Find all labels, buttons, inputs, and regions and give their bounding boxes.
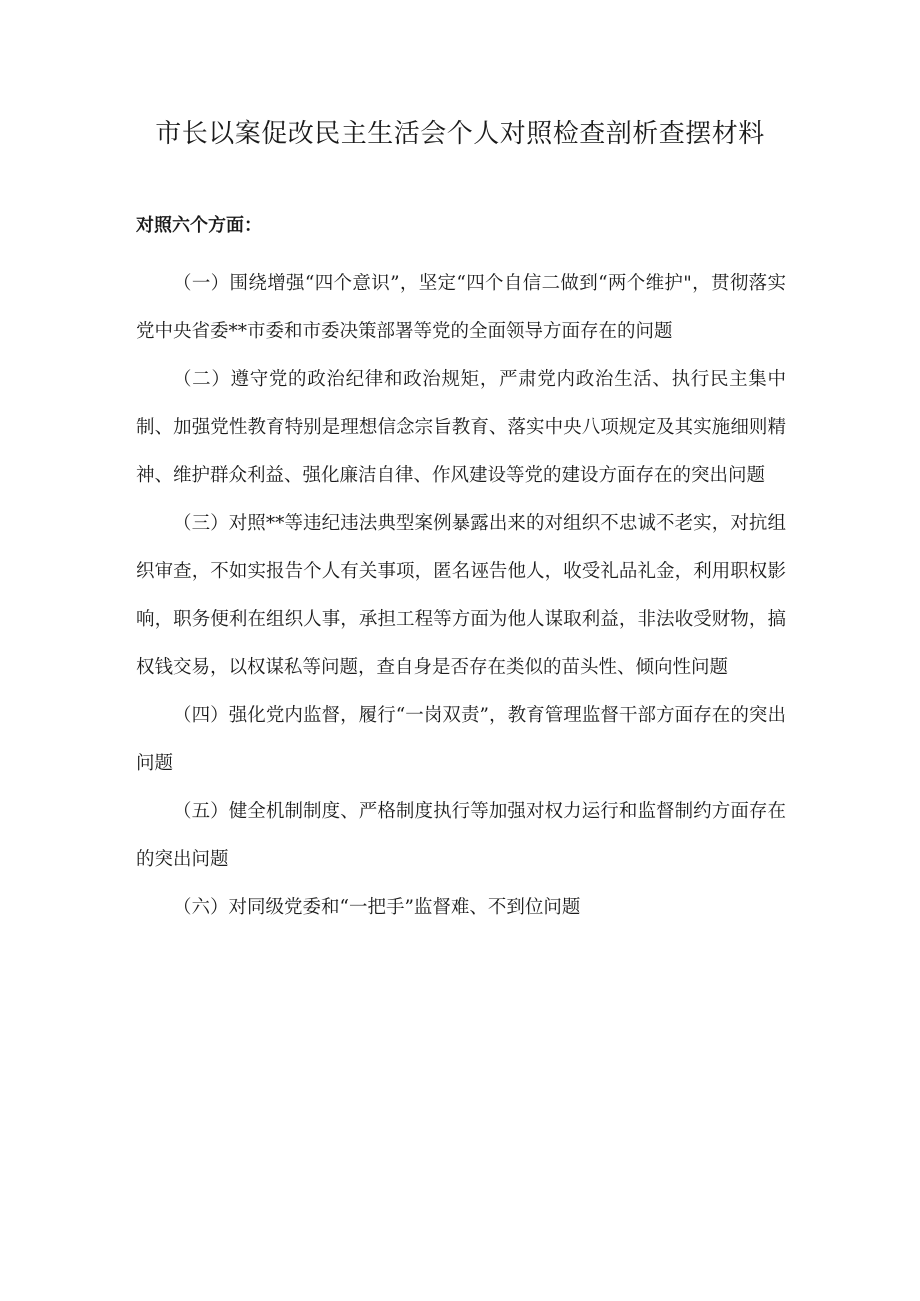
paragraph-1: （一）围绕增强“四个意识”，坚定“四个自信二做到“两个维护"，贯彻落实党中央省委**市委和市委决策部署等党的全面领导方面存在的问题	[136, 273, 786, 342]
paragraph-6: （六）对同级党委和“一把手”监督难、不到位问题	[173, 897, 581, 918]
paragraph-4: （四）强化党内监督，履行“一岗双责”，教育管理监督干部方面存在的突出问题	[136, 705, 786, 774]
section-heading: 对照六个方面：	[136, 215, 262, 236]
document-title: 市长以案促改民主生活会个人对照检查剖析查摆材料	[155, 119, 765, 149]
document-body	[136, 260, 786, 932]
paragraph-2: （二）遵守党的政治纪律和政治规矩，严肃党内政治生活、执行民主集中制、加强党性教育特别是理想信念宗旨教育、落实中央八项规定及其实施细则精神、维护群众利益、强化廉洁自律、作风建设等党的建设方面存在的突出问题	[136, 369, 786, 486]
paragraph-5: （五）健全机制制度、严格制度执行等加强对权力运行和监督制约方面存在的突出问题	[136, 801, 786, 870]
paragraph-3: （三）对照**等违纪违法典型案例暴露出来的对组织不忠诚不老实，对抗组织审查，不如实报告个人有关事项，匿名诬告他人，收受礼品礼金，利用职权影响，职务便利在组织人事，承担工程等方面为他人谋取利益，非法收受财物，搞权钱交易，以权谋私等问题，查自身是否存在类似的苗头性、倾向性问题	[136, 513, 786, 678]
